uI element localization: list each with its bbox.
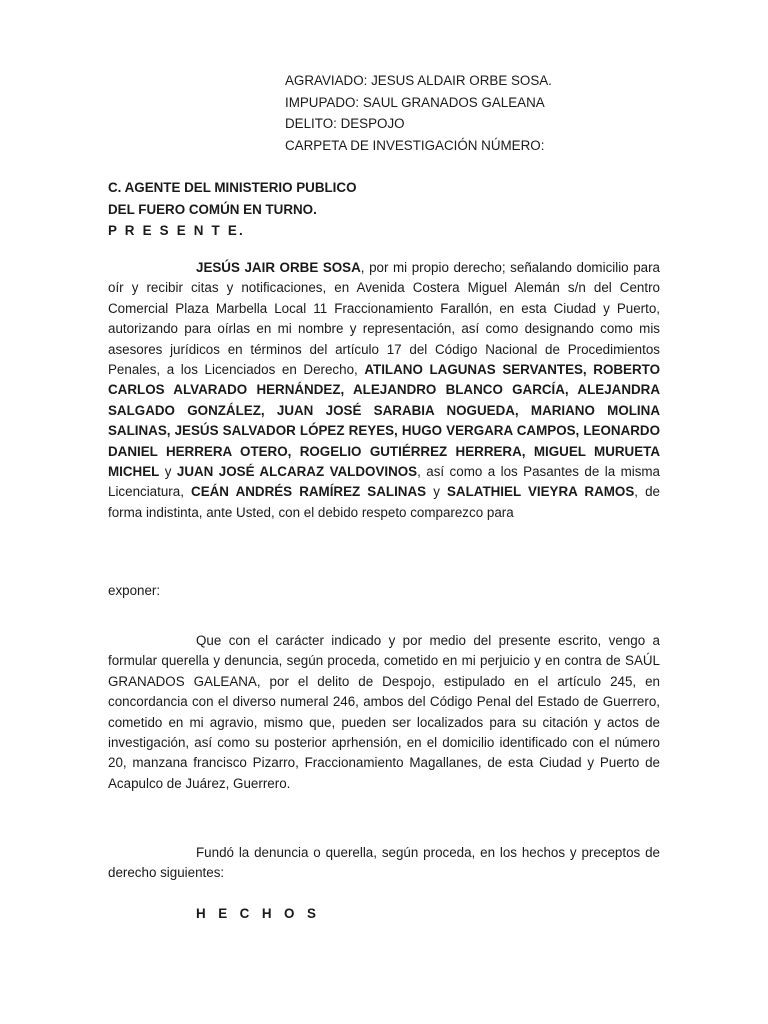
imputado-line: IMPUPADO: SAUL GRANADOS GALEANA: [285, 94, 545, 110]
agraviado-line: AGRAVIADO: JESUS ALDAIR ORBE SOSA.: [285, 73, 552, 88]
body-paragraph-2: [108, 843, 660, 884]
intro-paragraph: [108, 258, 660, 523]
body-paragraph-1: [108, 631, 660, 794]
section-title-hechos: H E C H O S: [196, 906, 321, 921]
carpeta-line: CARPETA DE INVESTIGACIÓN NÚMERO:: [285, 137, 545, 153]
intro-and-1: y: [159, 464, 177, 480]
addressee-line-1: C. AGENTE DEL MINISTERIO PUBLICO: [108, 180, 357, 195]
delito-line: DELITO: DESPOJO: [285, 116, 405, 131]
promovente-name: JESÚS JAIR ORBE SOSA: [196, 260, 361, 275]
presente-line: P R E S E N T E.: [108, 223, 245, 238]
intro-and-2: y: [426, 484, 447, 500]
body-paragraph-2-text: Fundó la denuncia o querella, según proceda, en los hechos y preceptos de derecho siguientes:: [108, 845, 660, 881]
lawyers-list: ATILANO LAGUNAS SERVANTES, ROBERTO CARLOS ALVARADO HERNÁNDEZ, ALEJANDRO BLANCO GARCÍA, ALEJANDRA SALGADO GONZÁLEZ, JUAN JOSÉ SARABIA NOGUEDA, MARIANO MOLINA SALINAS, JESÚS SALVADOR LÓPEZ REYES, HUGO VERGARA CAMPOS, LEONARDO DANIEL HERRERA OTERO, ROGELIO GUTIÉRREZ HERRERA, MIGUEL MURUETA MICHEL: [108, 362, 660, 480]
case-header: [285, 70, 552, 156]
addressee-line-2: DEL FUERO COMÚN EN TURNO.: [108, 201, 317, 217]
exponer-text: exponer:: [108, 583, 161, 598]
intro-text-3: , de forma indistinta, ante Usted, con el debido respeto comparezco para: [108, 484, 660, 520]
body-paragraph-1-text: Que con el carácter indicado y por medio del presente escrito, vengo a formular querella y denuncia, según proceda, cometido en mi perjuicio y en contra de SAÚL GRANADOS GALEANA, por el delito de Despojo, estipulado en el artículo 245, en concordancia con el diverso numeral 246, ambos del Código Penal del Estado de Guerrero, cometido en mi agravio, mismo que, pueden ser localizados para su citación y actos de investigación, así como su posterior aprhensión, en el domicilio identificado con el número 20, manzana francisco Pizarro, Fraccionamiento Magallanes, de esta Ciudad y Puerto de Acapulco de Juárez, Guerrero.: [108, 633, 660, 791]
pasante-1: CEÁN ANDRÉS RAMÍREZ SALINAS: [191, 484, 427, 500]
pasante-2: SALATHIEL VIEYRA RAMOS: [446, 484, 635, 500]
lawyer-last: JUAN JOSÉ ALCARAZ VALDOVINOS: [176, 464, 418, 480]
intro-text-1: , por mi propio derecho; señalando domicilio para oír y recibir citas y notificaciones, en Avenida Costera Miguel Alemán s/n del Centro Comercial Plaza Marbella Local 11 Fraccionamiento Farallón, en esta Ciudad y Puerto, autorizando para oírlas en mi nombre y representación, así como designando como mis asesores jurídicos en términos del artículo 17 del Código Nacional de Procedimientos Penales, a los Licenciados en Derecho,: [108, 260, 661, 378]
addressee-block: [108, 177, 357, 242]
intro-text-2: , así como a los Pasantes de la misma Licenciatura,: [108, 464, 661, 500]
